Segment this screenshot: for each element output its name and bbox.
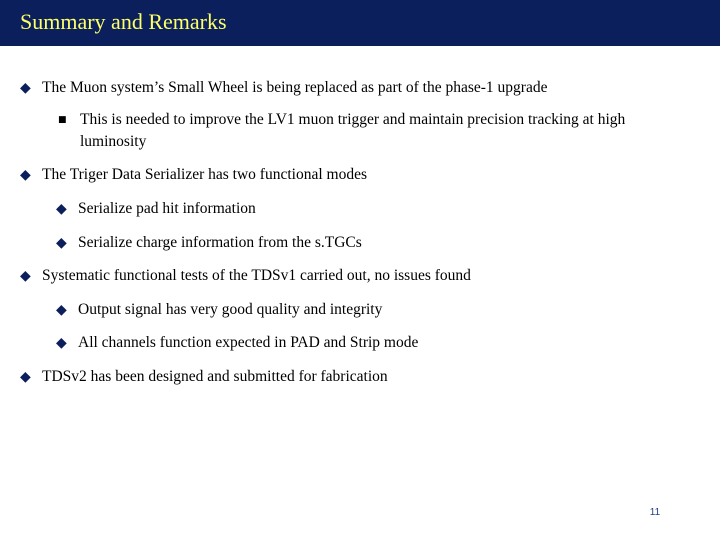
- bullet-text: Systematic functional tests of the TDSv1 carried out, no issues found: [42, 267, 471, 284]
- bullet-text: The Muon system’s Small Wheel is being replaced as part of the phase-1 upgrade: [42, 79, 548, 96]
- bullet-text: The Triger Data Serializer has two functional modes: [42, 166, 367, 183]
- bullet-text: TDSv2 has been designed and submitted for fabrication: [42, 368, 388, 385]
- diamond-icon: ◆: [20, 369, 31, 385]
- diamond-icon: ◆: [56, 335, 67, 351]
- bullet-text: All channels function expected in PAD and Strip mode: [78, 334, 419, 351]
- bullet-text: This is needed to improve the LV1 muon trigger and maintain precision tracking at high luminosity: [80, 111, 626, 150]
- bullet-text: Output signal has very good quality and integrity: [78, 301, 383, 318]
- diamond-icon: ◆: [56, 302, 67, 318]
- bullet-text: Serialize pad hit information: [78, 200, 256, 217]
- slide-title: Summary and Remarks: [20, 9, 227, 34]
- diamond-icon: ◆: [20, 80, 31, 96]
- diamond-icon: ◆: [20, 167, 31, 183]
- bullet-text: Serialize charge information from the s.TGCs: [78, 234, 362, 251]
- title-bar: [0, 0, 720, 46]
- diamond-icon: ◆: [56, 235, 67, 251]
- diamond-icon: ◆: [20, 268, 31, 284]
- diamond-icon: ◆: [56, 201, 67, 217]
- page-number: 11: [649, 507, 661, 518]
- square-icon: ■: [58, 115, 67, 125]
